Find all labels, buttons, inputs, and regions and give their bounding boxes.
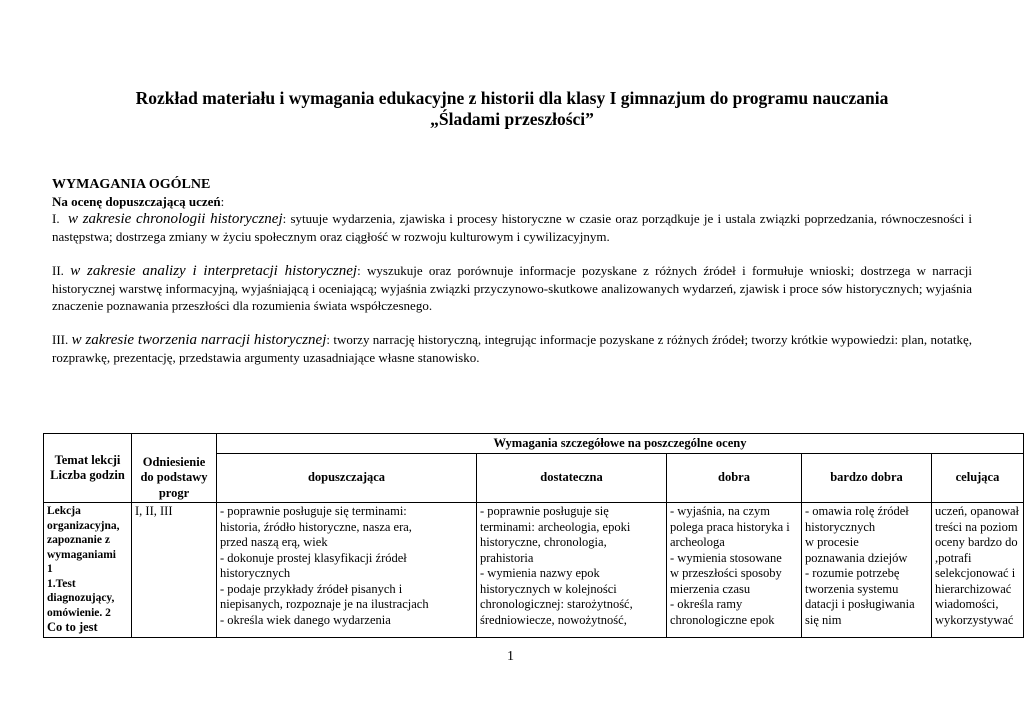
header-basis: Odniesienie do podstawy progr xyxy=(132,454,217,503)
general-requirements xyxy=(52,176,972,366)
requirement-item-2: II. w zakresie analizy i interpretacji historycznej: wyszukuje oraz porównuje informacje pozyskane z różnych źródeł i formułuje wnioski; dostrzega w narracji historycznej warstwę informacyjną, wyjaśniającą i oceniającą; wyjaśnia związki przyczynowo-skutkowe analizowanych wydarzeń, zjawisk i proce sów historycznych; wyjaśnia znaczenie poznawania przeszłości dla rozumienia świata współczesnego. xyxy=(52,263,973,313)
header-group: Wymagania szczegółowe na poszczególne oceny xyxy=(217,434,1024,454)
cell-dobra: - wyjaśnia, na czym polega praca historyka i archeologa - wymienia stosowane w przeszłości sposoby mierzenia czasu - określa ramy chronologiczne epok xyxy=(667,503,802,638)
header-grade-1: dopuszczająca xyxy=(217,454,477,503)
cell-dopuszczajaca: - poprawnie posługuje się terminami: historia, źródło historyczne, nasza era, przed naszą erą, wiek - dokonuje prostej klasyfikacji źródeł historycznych - podaje przykłady źródeł pisanych i niepisanych, rozpoznaje je na ilustracjach - określa wiek danego wydarzenia xyxy=(217,503,477,638)
general-heading: WYMAGANIA OGÓLNE xyxy=(52,177,211,192)
cell-dostateczna: - poprawnie posługuje się terminami: archeologia, epoki historyczne, chronologia, prahistoria - wymienia nazwy epok historycznych w kolejności chronologicznej: starożytność, średniowiecze, nowożytność, xyxy=(477,503,667,638)
header-grade-4: bardzo dobra xyxy=(802,454,932,503)
header-topic: Temat lekcji Liczba godzin xyxy=(44,434,132,503)
header-grade-5: celująca xyxy=(932,454,1024,503)
header-grade-3: dobra xyxy=(667,454,802,503)
page-number: 1 xyxy=(507,649,514,664)
requirements-table xyxy=(43,433,1024,638)
title-line-1: Rozkład materiału i wymagania edukacyjne z historii dla klasy I gimnazjum do programu nauczania xyxy=(135,88,889,108)
document-title xyxy=(60,88,964,130)
header-grade-2: dostateczna xyxy=(477,454,667,503)
requirement-item-3: III. w zakresie tworzenia narracji historycznej: tworzy narrację historyczną, integrując informacje pozyskane z różnych źródeł; tworzy krótkie wypowiedzi: plan, notatkę, rozprawkę, prezentację, przedstawia argumenty uzasadniające własne stanowisko. xyxy=(52,332,972,365)
table-row xyxy=(44,503,1024,638)
cell-topic: Lekcja organizacyjna, zapoznanie z wymaganiami 1 1.Test diagnozujący, omówienie. 2 Co to jest xyxy=(44,503,132,638)
title-line-2: „Śladami przeszłości” xyxy=(430,109,594,129)
requirement-item-1: I. w zakresie chronologii historycznej: sytuuje wydarzenia, zjawiska i procesy historyczne w czasie oraz porządkuje je i ustala związki poprzedzania, równoczesności i następstwa; dostrzega zmiany w życiu społecznym oraz ciągłość w rozwoju kulturowym i cywilizacyjnym. xyxy=(52,211,973,244)
cell-bardzo-dobra: - omawia rolę źródeł historycznych w procesie poznawania dziejów - rozumie potrzebę tworzenia systemu datacji i posługiwania się nim xyxy=(802,503,932,638)
cell-basis: I, II, III xyxy=(132,503,217,638)
cell-celujaca: uczeń, opanował treści na poziom oceny bardzo do ,potrafi selekcjonować i hierarchizować wiadomości, wykorzystywać xyxy=(932,503,1024,638)
general-subheading: Na ocenę dopuszczającą uczeń: xyxy=(52,194,225,209)
